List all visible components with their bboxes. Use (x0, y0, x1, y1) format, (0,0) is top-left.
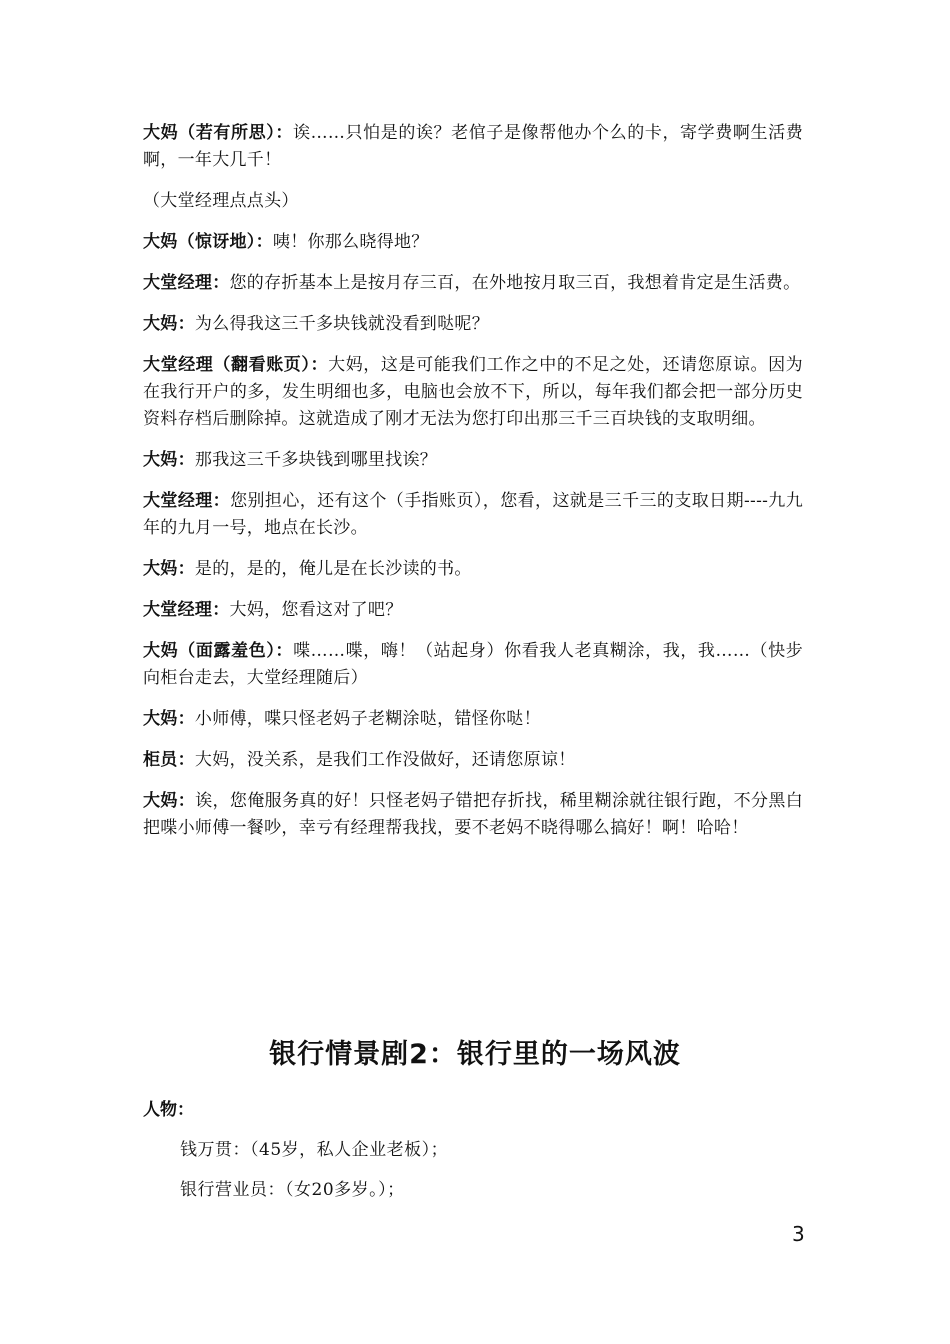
speaker-label: 大妈： (143, 559, 195, 579)
speaker-label: 大堂经理： (143, 491, 231, 511)
dialogue-line (143, 229, 803, 256)
dialogue-line (143, 120, 803, 174)
line-text: 咦！你那么晓得地？ (272, 232, 429, 252)
speaker-label: 大妈： (143, 709, 195, 729)
speaker-label: 大堂经理： (143, 600, 230, 620)
dialogue-line (143, 447, 803, 474)
speaker-label: 大妈： (143, 450, 195, 470)
line-text: 诶……只怕是的诶？老倌子是像帮他办个么的卡，寄学费啊生活费啊，一年大几千！ (143, 123, 804, 170)
dialogue-line (143, 706, 803, 733)
line-text: 诶，您俺服务真的好！只怪老妈子错把存折找，稀里糊涂就往银行跑，不分黑白把喋小师傅一餐吵，幸亏有经理帮我找，要不老妈不晓得哪么搞好！啊！哈哈！ (143, 791, 804, 838)
dialogue-body (143, 120, 803, 856)
line-text: 您的存折基本上是按月存三百，在外地按月取三百，我想着肯定是生活费。 (229, 273, 801, 293)
dialogue-line (143, 188, 803, 215)
line-text: 为么得我这三千多块钱就没看到哒呢？ (194, 314, 490, 334)
speaker-label: 大妈： (143, 314, 195, 334)
speaker-label: 柜员： (143, 750, 195, 770)
line-text: 大妈，这是可能我们工作之中的不足之处，还请您原谅。因为在我行开户的多，发生明细也多，电脑也会放不下，所以，每年我们都会把一部分历史资料存档后删除掉。这就造成了刚才无法为您打印出那三千三百块钱的支取明细。 (143, 355, 803, 429)
dialogue-line (143, 747, 803, 774)
speaker-label: 大妈（惊讶地）： (143, 232, 273, 252)
line-text: 您别担心，还有这个（手指账页），您看，这就是三千三的支取日期----九九年的九月一号，地点在长沙。 (143, 491, 804, 538)
dialogue-line (143, 270, 803, 297)
line-text: 大妈，没关系，是我们工作没做好，还请您原谅！ (194, 750, 576, 770)
section-title: 银行情景剧2：银行里的一场风波 (269, 1039, 681, 1070)
dialogue-line (143, 638, 803, 692)
character-line: 银行营业员：（女20多岁。）； (180, 1180, 405, 1200)
speaker-label: 大妈（若有所思）： (143, 123, 293, 143)
characters-label: 人物： (143, 1100, 194, 1120)
speaker-label: 大妈： (143, 791, 196, 811)
line-text: 小师傅，喋只怪老妈子老糊涂哒，错怪你哒！ (194, 709, 541, 729)
dialogue-line (143, 352, 803, 433)
speaker-label: 大堂经理： (143, 273, 230, 293)
dialogue-line (143, 311, 803, 338)
dialogue-line (143, 488, 803, 542)
dialogue-line (143, 597, 803, 624)
line-text: 大妈，您看这对了吧？ (229, 600, 403, 620)
line-text: （大堂经理点点头） (143, 191, 299, 211)
dialogue-line (143, 788, 803, 842)
line-text: 那我这三千多块钱到哪里找诶？ (194, 450, 438, 470)
character-line: 钱万贯：（45岁，私人企业老板）； (180, 1140, 449, 1160)
dialogue-line (143, 556, 803, 583)
page-number: 3 (792, 1222, 805, 1246)
speaker-label: 大妈（面露羞色）： (143, 641, 294, 661)
line-text: 是的，是的，俺儿是在长沙读的书。 (194, 559, 472, 579)
line-text: 喋……喋，嗨！（站起身）你看我人老真糊涂，我，我……（快步向柜台走去，大堂经理随后） (143, 641, 804, 688)
speaker-label: 大堂经理（翻看账页）： (143, 355, 329, 375)
